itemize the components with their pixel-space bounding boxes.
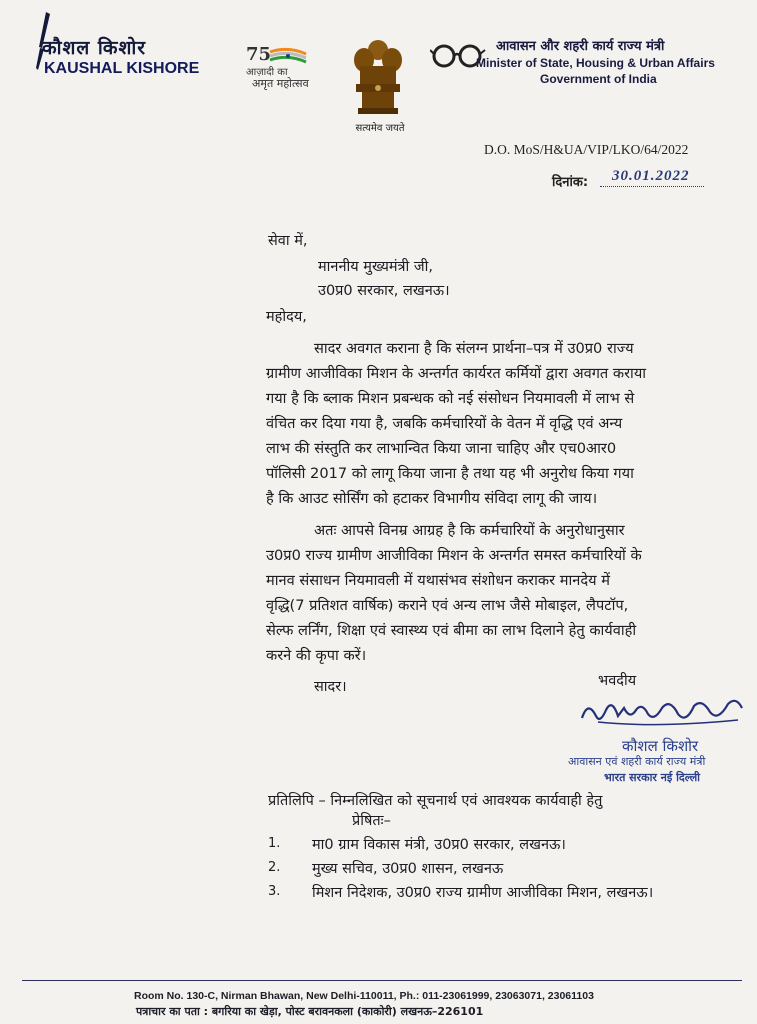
date-value: 30.01.2022 xyxy=(612,168,690,184)
handwritten-signature xyxy=(578,692,748,732)
footer-correspondence-address: पत्राचार का पता : बगरिया का खेड़ा, पोस्ट बरावनकला (काकोरी) लखनऊ–226101 xyxy=(136,1005,484,1018)
emblem-motto: सत्यमेव जयते xyxy=(355,123,405,134)
cc-item-text: मिशन निदेशक, उ0प्र0 राज्य ग्रामीण आजीविका मिशन, लखनऊ। xyxy=(312,885,654,901)
cc-forwarded: प्रेषितः– xyxy=(352,813,391,829)
minister-name-hindi: कौशल किशोर xyxy=(42,37,147,59)
footer-rule xyxy=(22,980,742,981)
para2-line: सेल्फ लर्निंग, शिक्षा एवं स्वास्थ्य एवं बीमा का लाभ दिलाने हेतु कार्यवाही xyxy=(266,622,637,639)
minister-name-english: KAUSHAL KISHORE xyxy=(44,60,200,77)
footer-office-address: Room No. 130-C, Nirman Bhawan, New Delhi-110011, Ph.: 011-23061999, 23063071, 23061103 xyxy=(134,990,594,1002)
address-line-1: सेवा में, xyxy=(268,233,308,249)
para2-line: मानव संसाधन नियमावली में यथासंभव संशोधन कराकर मानदेय में xyxy=(266,572,610,589)
address-line-3: उ0प्र0 सरकार, लखनऊ। xyxy=(318,283,450,299)
svg-text:75: 75 xyxy=(246,44,272,65)
ministry-hindi: आवासन और शहरी कार्य राज्य मंत्री xyxy=(496,39,665,54)
azadi-logo-text-1: आज़ादी का xyxy=(246,67,288,78)
para1-line: वंचित कर दिया गया है, जबकि कर्मचारियों के वेतन में वृद्धि एवं अन्य xyxy=(266,415,623,432)
ministry-english-line-2: Government of India xyxy=(540,72,657,86)
closing: सादर। xyxy=(314,679,347,695)
azadi-logo-text-2: अमृत महोत्सव xyxy=(252,77,309,90)
para1-line: सादर अवगत कराना है कि संलग्न प्रार्थना–पत्र में उ0प्र0 राज्य xyxy=(314,340,634,357)
para1-line: पॉलिसी 2017 को लागू किया जाना है तथा यह भी अनुरोध किया गया xyxy=(266,465,634,482)
reference-number: D.O. MoS/H&UA/VIP/LKO/64/2022 xyxy=(484,142,689,157)
para2-line: उ0प्र0 राज्य ग्रामीण आजीविका मिशन के अन्तर्गत समस्त कर्मचारियों के xyxy=(266,547,642,564)
para2-line: करने की कृपा करें। xyxy=(266,647,367,664)
cc-item-text: मुख्य सचिव, उ0प्र0 शासन, लखनऊ xyxy=(312,861,504,877)
ministry-english-line-1: Minister of State, Housing & Urban Affairs xyxy=(476,56,715,70)
para2-line: वृद्धि(7 प्रतिशत वार्षिक) कराने एवं अन्य लाभ जैसे मोबाइल, लैपटॉप, xyxy=(266,597,629,614)
date-label: दिनांक: xyxy=(552,175,589,190)
para1-line: लाभ की संस्तुति कर लाभान्वित किया जाना चाहिए और एच0आर0 xyxy=(266,440,617,457)
para1-line: ग्रामीण आजीविका मिशन के अन्तर्गत कार्यरत कर्मियों द्वारा अवगत कराया xyxy=(266,365,647,382)
salutation: महोदय, xyxy=(266,309,307,325)
para1-line: गया है कि ब्लाक मिशन प्रबन्धक को नई संसोधन नियमावली में लाभ से xyxy=(266,390,635,407)
stamp-line-2: भारत सरकार नई दिल्ली xyxy=(604,771,701,784)
cc-item-text: मा0 ग्राम विकास मंत्री, उ0प्र0 सरकार, लखनऊ। xyxy=(312,837,566,853)
address-line-2: माननीय मुख्यमंत्री जी, xyxy=(318,259,434,275)
stamp-line-1: आवासन एवं शहरी कार्य राज्य मंत्री xyxy=(568,755,706,768)
national-emblem-icon xyxy=(346,36,410,120)
cc-item-number: 3. xyxy=(268,884,281,899)
para2-line: अतः आपसे विनम्र आग्रह है कि कर्मचारियों के अनुरोधानुसार xyxy=(314,522,625,539)
para1-line: है कि आउट सोर्सिंग को हटाकर विभागीय संविदा लागू की जाय। xyxy=(266,490,598,507)
signoff: भवदीय xyxy=(598,673,637,689)
cc-heading: प्रतिलिपि – निम्नलिखित को सूचनार्थ एवं आवश्यक कार्यवाही हेतु xyxy=(268,793,603,809)
cc-item-number: 2. xyxy=(268,860,281,875)
date-underline xyxy=(600,186,704,187)
signatory-name: कौशल किशोर xyxy=(622,737,699,755)
cc-item-number: 1. xyxy=(268,836,281,851)
